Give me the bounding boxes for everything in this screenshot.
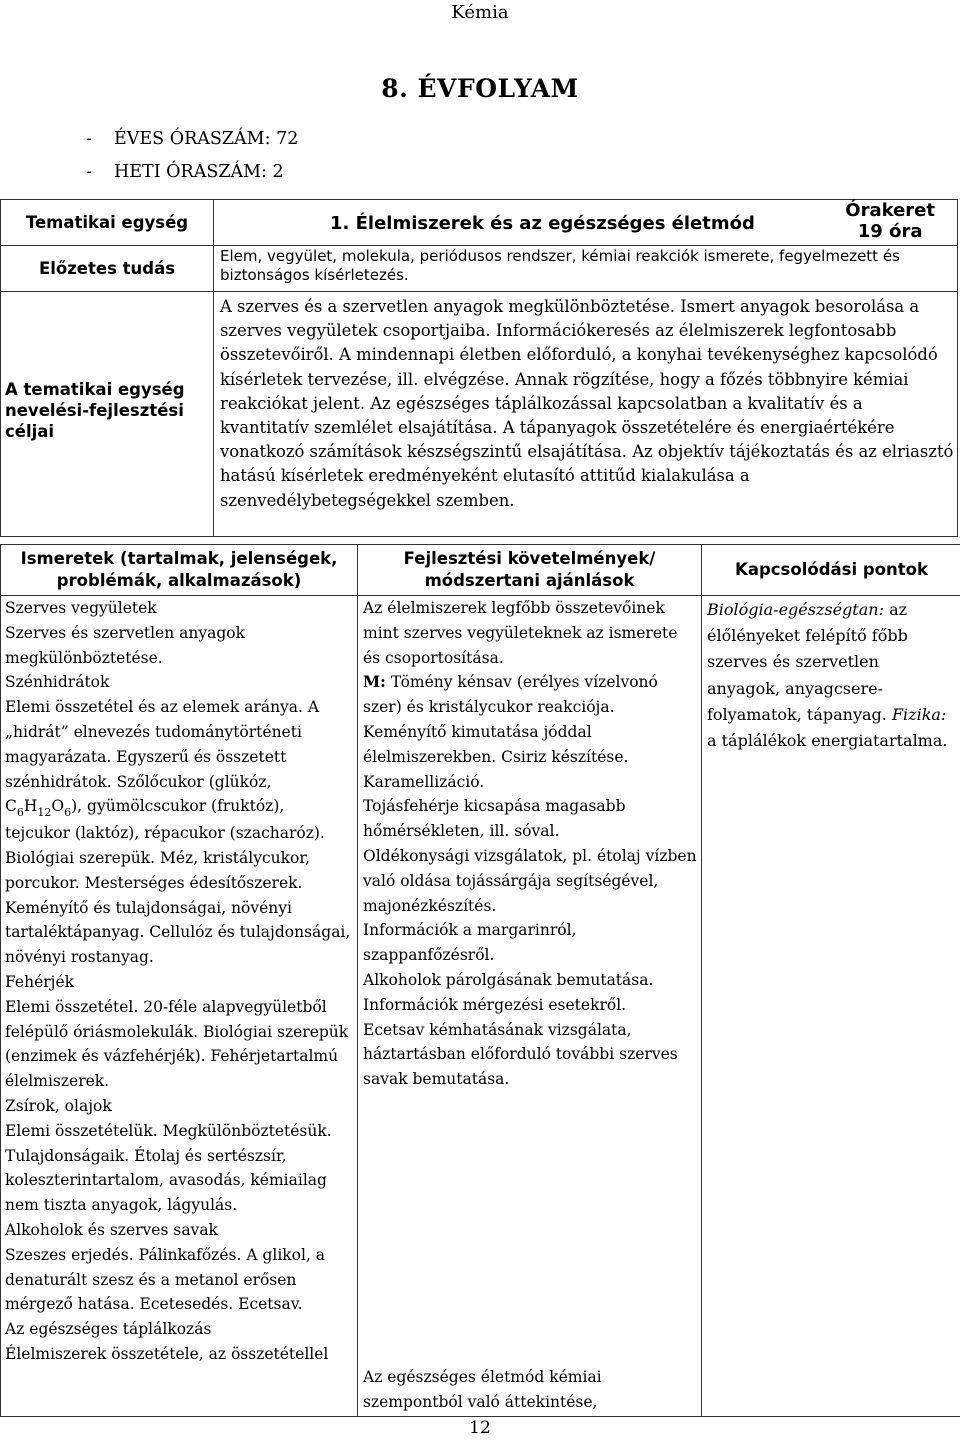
- physics-link-label: Fizika:: [891, 704, 947, 724]
- requirement-text: Ecetsav kémhatásának vizsgálata, háztartásban előforduló további szerves savak bemutatása.: [363, 1020, 678, 1089]
- formula-element: H: [23, 797, 38, 816]
- unit-label: Tematikai egység: [1, 200, 214, 246]
- formula-subscript: 6: [64, 806, 72, 820]
- time-frame-hours: 19 óra: [857, 221, 923, 242]
- unit-title: 1. Élelmiszerek és az egészséges életmód: [330, 213, 755, 234]
- topic-text: tejcukor (laktóz), répacukor (szacharóz). Biológiai szerepük. Méz, kristálycukor, porcukor. Mesterséges édesítőszerek. Keményítő és tulajdonságai, növényi tartaléktápanyag. Cellulóz és tulajdonságai, növényi rostanyag.: [5, 824, 351, 967]
- topic-heading: Fehérjék: [5, 972, 75, 991]
- goals-label-line: A tematikai egység: [5, 379, 185, 399]
- topic-text: Elemi összetétel. 20-féle alapvegyületből felépülő óriásmolekulák. Biológiai szerepük (enzimek és vázfehérjék). Fehérjetartalmú élelmiszerek.: [5, 997, 349, 1091]
- knowledge-cell: [1, 596, 358, 1417]
- topic-text: Elemi összetételük. Megkülönböztetésük. Tulajdonságaik. Étolaj és sertészsír, koleszterintartalom, avasodás, kémiailag nem tiszta anyagok, lágyulás.: [5, 1121, 332, 1215]
- formula-subscript: 12: [37, 806, 52, 820]
- topic-text: Élelmiszerek összetétele, az összetétellel: [5, 1344, 329, 1363]
- formula-element: O: [51, 797, 65, 816]
- time-frame: [845, 200, 935, 242]
- unit-meta-table: [0, 199, 958, 537]
- requirement-text: Információk mérgezési esetekről.: [363, 995, 627, 1014]
- experiments-marker: M:: [363, 672, 386, 692]
- requirement-text: Oldékonysági vizsgálatok, pl. étolaj vízben való oldása tojássárgája segítségével, majonézkészítés.: [363, 846, 697, 915]
- requirement-text: Tojásfehérje kicsapása magasabb hőmérsékleten, ill. sóval.: [363, 797, 626, 841]
- annual-hours-text: ÉVES ÓRASZÁM: 72: [114, 129, 299, 149]
- formula-subscript: 6: [16, 806, 24, 820]
- topic-heading: Zsírok, olajok: [5, 1096, 112, 1115]
- topic-heading: Szerves vegyületek: [5, 599, 157, 617]
- weekly-hours-text: HETI ÓRASZÁM: 2: [114, 162, 284, 182]
- knowledge-column-header: Ismeretek (tartalmak, jelenségek, problémák, alkalmazások): [1, 545, 358, 596]
- physics-link-text: a táplálékok energiatartalma.: [707, 731, 948, 751]
- links-cell: [702, 596, 960, 1417]
- requirements-cell: [358, 596, 702, 1417]
- requirement-text: Tömény kénsav (erélyes vízelvonó szer) és kristálycukor reakciója. Keményítő kimutatása jóddal élelmiszerekben. Csiriz készítése. Karamellizáció.: [363, 673, 658, 791]
- goals-row: [1, 292, 958, 537]
- unit-cell: [214, 200, 958, 246]
- topic-heading: Alkoholok és szerves savak: [5, 1220, 218, 1239]
- content-header-row: [1, 545, 960, 596]
- goals-label-line: nevelési-fejlesztési: [5, 400, 184, 420]
- list-dash: -: [86, 129, 92, 149]
- formula-element: C: [5, 797, 17, 816]
- annual-hours-item: [86, 123, 298, 156]
- hours-list: [86, 123, 298, 189]
- biology-link-text: az élőlényeket felépítő főbb szerves és szervetlen anyagok, anyagcsere-folyamatok, tápanyag.: [707, 600, 908, 724]
- prior-knowledge-label: Előzetes tudás: [1, 246, 214, 292]
- time-frame-label: Órakeret: [845, 200, 935, 221]
- running-head: Kémia: [451, 2, 509, 23]
- biology-link-label: Biológia-egészségtan:: [707, 600, 884, 619]
- grade-heading: 8. ÉVFOLYAM: [381, 74, 579, 103]
- content-table: [0, 544, 960, 1417]
- topic-text: Szeszes erjedés. Pálinkafőzés. A glikol, a denaturált szesz és a metanol erősen mérgező hatása. Ecetesedés. Ecetsav.: [5, 1245, 326, 1314]
- requirements-column-header: Fejlesztési követelmények/ módszertani ajánlások: [358, 545, 702, 596]
- requirement-text: Információk a margarinról, szappanfőzésről.: [363, 921, 577, 965]
- topic-text: Szerves és szervetlen anyagok megkülönböztetése.: [5, 623, 246, 667]
- glucose-formula-line: [5, 794, 355, 821]
- requirement-text: Alkoholok párolgásának bemutatása.: [363, 970, 654, 989]
- topic-heading: Szénhidrátok: [5, 673, 110, 692]
- topic-text: Elemi összetétel és az elemek aránya. A „hidrát” elnevezés tudománytörténeti magyarázata. Egyszerű és összetett szénhidrátok. Szőlőcukor (glükóz,: [5, 698, 320, 791]
- prior-knowledge-text: Elem, vegyület, molekula, periódusos rendszer, kémiai reakciók ismerete, fegyelmezett és biztonságos kísérletezés.: [214, 246, 958, 292]
- list-dash: -: [86, 162, 92, 182]
- topic-heading: Az egészséges táplálkozás: [5, 1320, 212, 1339]
- prior-knowledge-row: [1, 246, 958, 292]
- goals-label-line: céljai: [5, 421, 55, 441]
- content-body-row: [1, 596, 960, 1417]
- goals-text: A szerves és a szervetlen anyagok megkülönböztetése. Ismert anyagok besorolása a szerves vegyületek csoportjaiba. Információkeresés az élelmiszerek legfontosabb összetevőiről. A mindennapi életben előforduló, a konyhai tevékenységhez kapcsolódó kísérletek tervezése, ill. elvégzése. Annak rögzítése, hogy a főzés többnyire kémiai reakciókat jelent. Az egészséges táplálkozással kapcsolatban a kvalitatív és a kvantitatív szemlélet elsajátítása. A tápanyagok összetételére és energiaértékére vonatkozó számítások készségszintű elsajátítása. Az objektív tájékoztatás és az elriasztó hatású kísérletek eredményeként elutasító attitűd kialakulása a szenvedélybetegségekkel szemben.: [214, 292, 958, 537]
- weekly-hours-item: [86, 156, 298, 189]
- unit-row: [1, 200, 958, 246]
- links-column-header: Kapcsolódási pontok: [702, 545, 960, 596]
- topic-text: ), gyümölcscukor (fruktóz),: [71, 797, 285, 816]
- experiments-block: [363, 670, 697, 794]
- goals-label: [1, 292, 214, 537]
- requirement-text: Az egészséges életmód kémiai szempontból való áttekintése,: [363, 1368, 602, 1411]
- requirement-text: Az élelmiszerek legfőbb összetevőinek mint szerves vegyületeknek az ismerete és csoportosítása.: [363, 599, 678, 667]
- page-number: 12: [469, 1418, 491, 1438]
